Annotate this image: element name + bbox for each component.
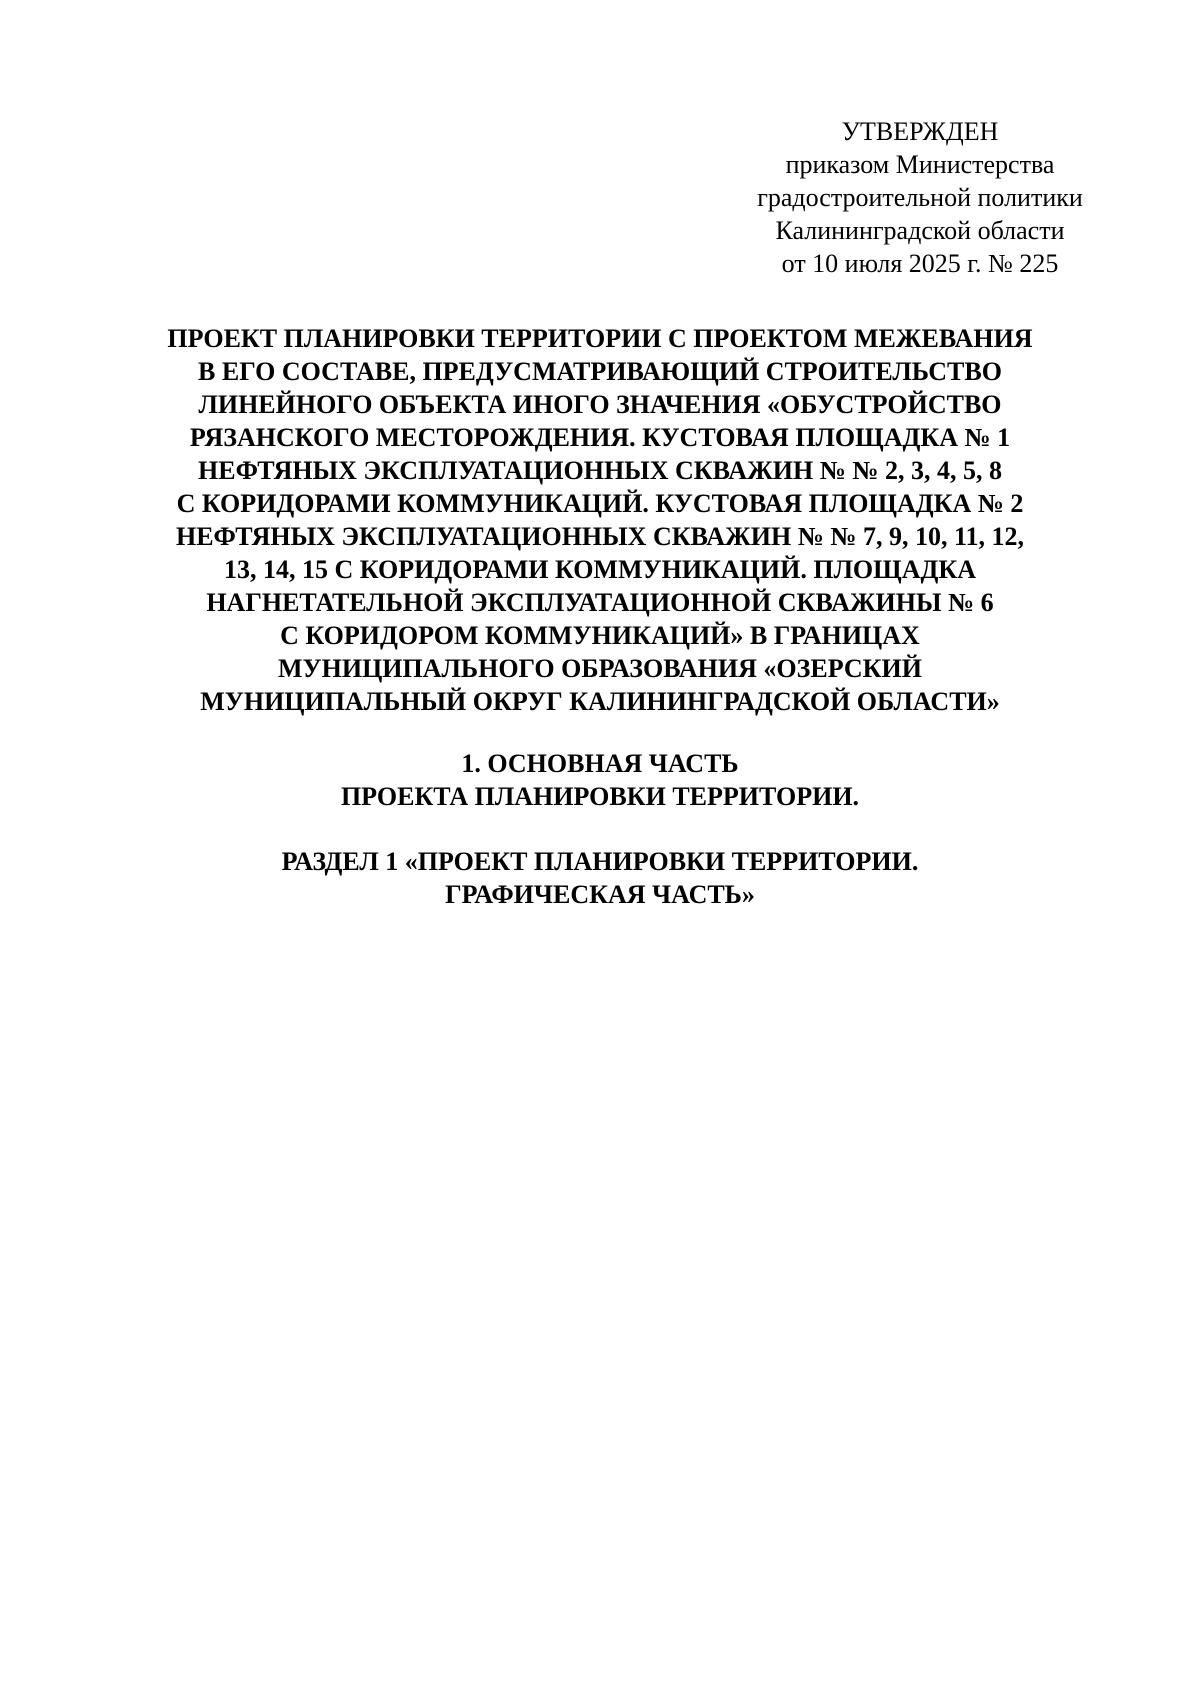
approval-line: градостроительной политики xyxy=(757,183,1083,212)
title-line: С КОРИДОРАМИ КОММУНИКАЦИЙ. КУСТОВАЯ ПЛОЩАДКА № 2 xyxy=(176,489,1024,518)
title-line: МУНИЦИПАЛЬНЫЙ ОКРУГ КАЛИНИНГРАДСКОЙ ОБЛАСТИ» xyxy=(200,687,1000,716)
section-heading xyxy=(100,845,1100,911)
approval-line: Калининградской области xyxy=(775,216,1065,245)
section-heading-line: ГРАФИЧЕСКАЯ ЧАСТЬ» xyxy=(445,880,755,909)
part-heading-line: 1. ОСНОВНАЯ ЧАСТЬ xyxy=(461,749,739,778)
part-heading-line: ПРОЕКТА ПЛАНИРОВКИ ТЕРРИТОРИИ. xyxy=(340,782,860,811)
part-heading xyxy=(100,747,1100,813)
approval-line: УТВЕРЖДЕН xyxy=(841,117,999,146)
title-line: РЯЗАНСКОГО МЕСТОРОЖДЕНИЯ. КУСТОВАЯ ПЛОЩАДКА № 1 xyxy=(189,423,1011,452)
title-line: НЕФТЯНЫХ ЭКСПЛУАТАЦИОННЫХ СКВАЖИН № № 2, 3, 4, 5, 8 xyxy=(198,456,1002,485)
title-line: МУНИЦИПАЛЬНОГО ОБРАЗОВАНИЯ «ОЗЕРСКИЙ xyxy=(278,654,922,683)
title-line: 13, 14, 15 С КОРИДОРАМИ КОММУНИКАЦИЙ. ПЛОЩАДКА xyxy=(223,555,977,584)
approval-line: приказом Министерства xyxy=(785,150,1055,179)
title-line: С КОРИДОРОМ КОММУНИКАЦИЙ» В ГРАНИЦАХ xyxy=(280,621,920,650)
approval-line: от 10 июля 2025 г. № 225 xyxy=(781,249,1059,278)
section-heading-line: РАЗДЕЛ 1 «ПРОЕКТ ПЛАНИРОВКИ ТЕРРИТОРИИ. xyxy=(281,847,919,876)
title-line: В ЕГО СОСТАВЕ, ПРЕДУСМАТРИВАЮЩИЙ СТРОИТЕЛЬСТВО xyxy=(198,357,1002,386)
title-line: ЛИНЕЙНОГО ОБЪЕКТА ИНОГО ЗНАЧЕНИЯ «ОБУСТРОЙСТВО xyxy=(198,390,1002,419)
approval-stamp xyxy=(730,115,1110,280)
title-line: НАГНЕТАТЕЛЬНОЙ ЭКСПЛУАТАЦИОННОЙ СКВАЖИНЫ № 6 xyxy=(206,588,994,617)
title-line: ПРОЕКТ ПЛАНИРОВКИ ТЕРРИТОРИИ С ПРОЕКТОМ МЕЖЕВАНИЯ xyxy=(167,324,1033,353)
title-line: НЕФТЯНЫХ ЭКСПЛУАТАЦИОННЫХ СКВАЖИН № № 7, 9, 10, 11, 12, xyxy=(175,522,1025,551)
document-title xyxy=(100,322,1100,718)
